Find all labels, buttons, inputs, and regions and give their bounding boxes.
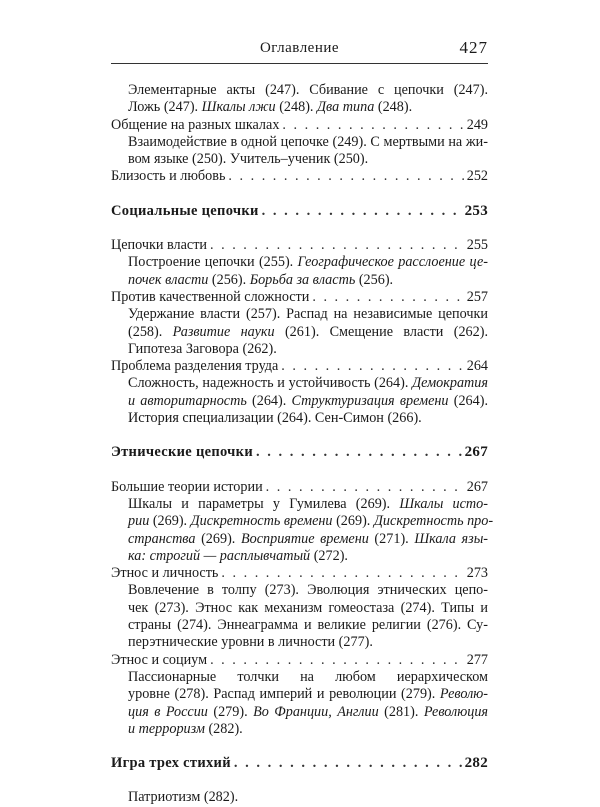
toc-leader-dots — [282, 117, 463, 134]
toc-subitem-line: странства (269). Восприятие времени (271). Шкала язы- — [128, 530, 489, 547]
toc-subitem-line: и авторитарность (264). Структуризация времени (264). — [128, 392, 489, 409]
toc-entry-label: Большие теории истории — [111, 478, 263, 495]
toc-chapter[interactable] — [111, 444, 488, 461]
toc-leader-dots — [262, 203, 462, 220]
toc-subitems — [111, 254, 488, 289]
toc-entry-label: Этнос и личность — [111, 565, 219, 582]
toc-leader-dots — [256, 444, 462, 461]
toc-entry[interactable] — [111, 237, 488, 254]
toc-entry-label: Общение на разных шкалах — [111, 116, 280, 133]
toc-subitem-line: перэтнические уровни в личности (277). — [128, 634, 373, 651]
toc-chapter-label: Игра трех стихий — [111, 755, 231, 772]
toc-entry-page: 257 — [466, 288, 488, 305]
toc-entry-label: Против качественной сложности — [111, 288, 310, 305]
toc-entry[interactable] — [111, 289, 488, 306]
table-of-contents — [111, 82, 494, 807]
toc-subitems — [111, 82, 488, 117]
toc-subitem-line: страны (274). Эннеаграмма и великие религии (276). Су- — [128, 617, 488, 634]
toc-entry[interactable] — [111, 168, 488, 185]
toc-subitems — [111, 789, 488, 806]
toc-leader-dots — [281, 358, 463, 375]
toc-leader-dots — [210, 652, 464, 669]
toc-entry-page: 255 — [466, 237, 488, 254]
toc-subitems — [111, 495, 494, 565]
toc-chapter[interactable] — [111, 755, 488, 772]
toc-leader-dots — [210, 237, 464, 254]
toc-entry[interactable] — [111, 117, 488, 134]
header-title: Оглавление — [259, 40, 340, 56]
toc-chapter[interactable] — [111, 203, 488, 220]
toc-chapter-page: 253 — [464, 202, 488, 219]
toc-subitem-line: Сложность, надежность и устойчивость (264). Демократия — [128, 375, 488, 392]
toc-entry-page: 252 — [466, 168, 488, 185]
toc-subitems — [111, 582, 488, 651]
toc-subitem-line: Ложь (247). Шкалы лжи (248). Два типа (248). — [128, 99, 413, 116]
toc-entry-page: 273 — [466, 565, 488, 582]
running-head — [111, 38, 488, 62]
header-rule — [111, 63, 488, 64]
toc-leader-dots — [234, 755, 462, 772]
toc-entry-page: 277 — [466, 651, 488, 668]
toc-chapter-page: 267 — [464, 444, 488, 461]
toc-chapter-label: Социальные цепочки — [111, 202, 259, 219]
toc-subitem-line: Пассионарные толчки на любом иерархическом — [128, 668, 488, 685]
header-page-number: 427 — [459, 38, 488, 57]
toc-subitem-line: Построение цепочки (255). Географическое расслоение це- — [128, 254, 488, 271]
toc-leader-dots — [266, 479, 464, 496]
toc-leader-dots — [312, 289, 463, 306]
toc-entry-page: 267 — [466, 478, 488, 495]
toc-subitem-line: и терроризм (282). — [128, 720, 243, 737]
toc-subitems — [111, 134, 488, 169]
toc-subitem-line: уровне (278). Распад империй и революции (279). Револю- — [128, 686, 488, 703]
toc-subitem-line: (258). Развитие науки (261). Смещение власти (262). — [128, 323, 488, 340]
toc-leader-dots — [221, 565, 463, 582]
toc-entry-page: 264 — [466, 358, 488, 375]
toc-entry-label: Близость и любовь — [111, 168, 226, 185]
toc-entry[interactable] — [111, 358, 488, 375]
toc-subitem-line: Удержание власти (257). Распад на независимые цепочки — [128, 306, 488, 323]
toc-entry[interactable] — [111, 479, 488, 496]
toc-entry-label: Проблема разделения труда — [111, 358, 279, 375]
toc-subitem-line: Взаимодействие в одной цепочке (249). С мертвыми на жи- — [128, 133, 488, 150]
toc-chapter-page: 282 — [464, 755, 488, 772]
toc-subitem-line: чек (273). Этнос как механизм гомеостаза (274). Типы и — [128, 599, 488, 616]
toc-subitem-line: вом языке (250). Учитель–ученик (250). — [128, 151, 369, 168]
toc-subitem-line: Вовлечение в толпу (273). Эволюция этнических цепо- — [128, 582, 488, 599]
toc-entry[interactable] — [111, 565, 488, 582]
toc-subitems — [111, 375, 488, 427]
toc-subitem-line: ка: строгий — расплывчатый (272). — [128, 547, 348, 564]
toc-subitem-line: Шкалы и параметры у Гумилева (269). Шкалы исто- — [128, 495, 488, 512]
toc-entry[interactable] — [111, 652, 488, 669]
toc-subitem-line: Гипотеза Заговора (262). — [128, 340, 277, 357]
toc-entry-label: Этнос и социум — [111, 651, 208, 668]
toc-chapter-label: Этнические цепочки — [111, 444, 253, 461]
toc-subitem-line: История специализации (264). Сен-Симон (266). — [128, 410, 422, 427]
toc-subitem-line: Патриотизм (282). — [128, 789, 239, 806]
toc-entry-page: 249 — [466, 116, 488, 133]
toc-subitem-line: рии (269). Дискретность времени (269). Дискретность про- — [128, 513, 494, 530]
toc-subitems — [111, 669, 488, 738]
toc-subitem-line: почек власти (256). Борьба за власть (256). — [128, 271, 394, 288]
toc-subitem-line: ция в России (279). Во Франции, Англии (281). Революция — [128, 703, 489, 720]
toc-subitems — [111, 306, 488, 358]
toc-subitem-line: Элементарные акты (247). Сбивание с цепочки (247). — [128, 82, 488, 98]
toc-leader-dots — [228, 168, 463, 185]
toc-entry-label: Цепочки власти — [111, 237, 208, 254]
